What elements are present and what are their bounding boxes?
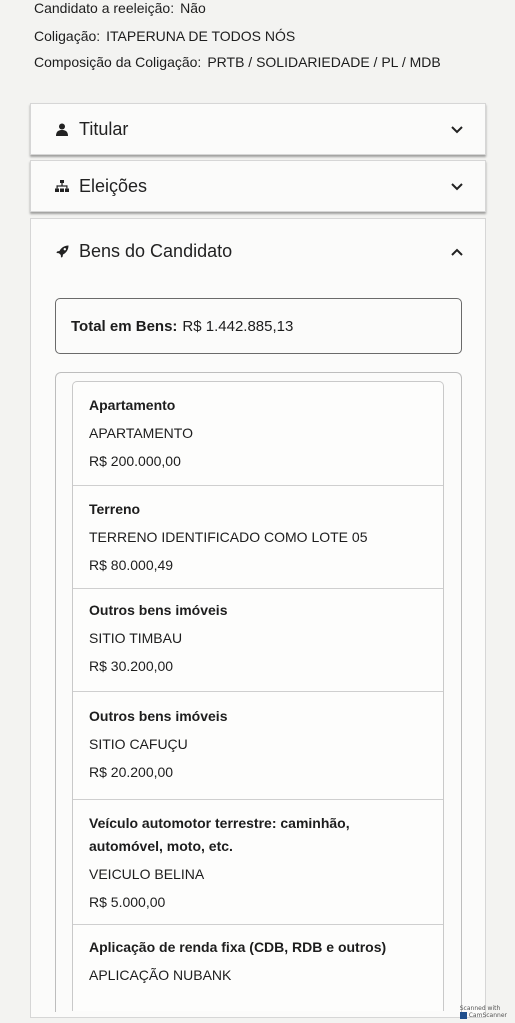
- reelection-value: Não: [180, 0, 206, 16]
- chevron-up-icon: [451, 244, 463, 259]
- person-icon: [53, 123, 71, 136]
- bem-descricao: TERRENO IDENTIFICADO COMO LOTE 05: [89, 529, 368, 545]
- list-item: [73, 589, 443, 692]
- bem-tipo: Terreno: [89, 501, 141, 517]
- bem-descricao: APARTAMENTO: [89, 425, 193, 441]
- bem-valor: R$ 200.000,00: [89, 453, 181, 469]
- total-bens-value: R$ 1.442.885,13: [182, 317, 294, 335]
- coalition-value: ITAPERUNA DE TODOS NÓS: [106, 28, 296, 44]
- coalition-composition-row: [34, 54, 441, 70]
- coalition-row: [34, 28, 295, 44]
- bens-accordion-header[interactable]: [31, 219, 485, 283]
- list-item: [73, 382, 443, 486]
- list-item: [73, 925, 443, 1011]
- titular-title: Titular: [79, 118, 129, 139]
- scanner-line2: CamScanner: [468, 1012, 507, 1019]
- coalition-composition-value: PRTB / SOLIDARIEDADE / PL / MDB: [207, 54, 441, 70]
- eleicoes-accordion: [30, 160, 486, 212]
- bem-tipo: Veículo automotor terrestre: caminhão, automóvel, moto, etc.: [89, 815, 350, 854]
- bem-descricao: VEICULO BELINA: [89, 866, 205, 882]
- bens-list: [72, 381, 444, 1011]
- sitemap-icon: [53, 180, 71, 192]
- chevron-down-icon: [451, 122, 463, 137]
- bem-valor: R$ 5.000,00: [89, 894, 166, 910]
- eleicoes-title: Eleições: [79, 175, 148, 196]
- bem-descricao: SITIO CAFUÇU: [89, 736, 188, 752]
- bem-tipo: Outros bens imóveis: [89, 602, 228, 618]
- reelection-row: [34, 0, 206, 16]
- titular-accordion: [30, 103, 486, 155]
- total-bens-box: [55, 298, 462, 354]
- total-bens-label: Total em Bens:: [71, 317, 178, 335]
- bem-tipo: Apartamento: [89, 397, 176, 413]
- bem-tipo: Outros bens imóveis: [89, 708, 228, 724]
- list-item: [73, 800, 443, 925]
- coalition-label: Coligação:: [34, 28, 101, 44]
- titular-accordion-header[interactable]: [31, 104, 485, 154]
- list-item: [73, 692, 443, 800]
- camscanner-logo-icon: [460, 1012, 467, 1019]
- rocket-icon: [53, 245, 71, 258]
- list-item: [73, 486, 443, 589]
- bens-title: Bens do Candidato: [79, 240, 233, 261]
- bem-descricao: APLICAÇÃO NUBANK: [89, 967, 232, 983]
- bem-valor: R$ 80.000,49: [89, 557, 174, 573]
- chevron-down-icon: [451, 179, 463, 194]
- bem-tipo: Aplicação de renda fixa (CDB, RDB e outros): [89, 939, 387, 955]
- reelection-label: Candidato a reeleição:: [34, 0, 175, 16]
- bem-valor: R$ 30.200,00: [89, 658, 174, 674]
- coalition-composition-label: Composição da Coligação:: [34, 54, 202, 70]
- eleicoes-accordion-header[interactable]: [31, 161, 485, 211]
- scanner-line1: Scanned with: [459, 1005, 501, 1012]
- scanner-watermark: [460, 1005, 507, 1019]
- bem-valor: R$ 20.200,00: [89, 764, 174, 780]
- bem-descricao: SITIO TIMBAU: [89, 630, 183, 646]
